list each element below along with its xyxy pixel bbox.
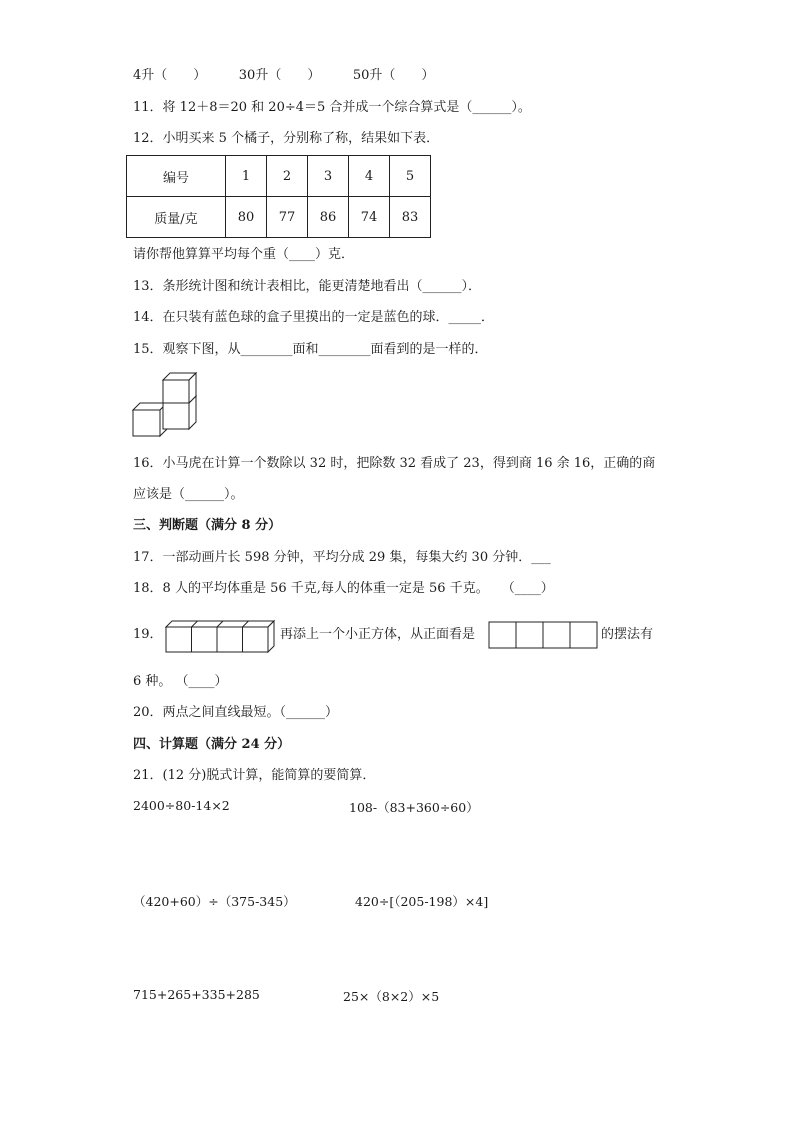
table-header-label: 编号 [127,156,226,197]
question-19-middle: 再添上一个小正方体，从正面看是 [280,627,476,642]
question-12-answer: 请你帮他算算平均每个重（____）克． [133,247,355,262]
table-cell: 77 [267,197,308,238]
question-18: 18．8 人的平均体重是 56 千克,每人的体重一定是 56 千克。 （____） [133,581,554,596]
expression-4: 420÷[（205-198）×4] [355,894,489,909]
four-cubes-row-figure [164,619,278,653]
cube-stack-figure [130,370,202,440]
question-19-line-2: 6 种。 （____） [133,674,228,689]
question-19-end: 的摆法有 [601,627,654,642]
section-3-heading: 三、判断题（满分 8 分） [133,518,282,533]
table-cell: 74 [349,197,390,238]
table-cell: 2 [267,156,308,197]
question-13: 13．条形统计图和统计表相比，能更清楚地看出（______）． [133,279,482,294]
question-19-number: 19． [133,627,163,642]
table-cell: 1 [226,156,267,197]
question-16-line-2: 应该是（______）。 [133,487,244,502]
question-14: 14．在只装有蓝色球的盒子里摸出的一定是蓝色的球．_____． [133,310,495,325]
table-cell: 4 [349,156,390,197]
table-row-label: 质量/克 [127,197,226,238]
answer-line-units: 4升（ ） 30升（ ） 50升（ ） [133,68,435,83]
question-15: 15．观察下图，从________面和________面看到的是一样的． [133,342,488,357]
question-21: 21．(12 分)脱式计算，能简算的要简算． [133,768,376,783]
question-17: 17．一部动画片长 598 分钟，平均分成 29 集，每集大约 30 分钟．___ [133,550,551,565]
expression-2: 108-（83+360÷60） [349,800,479,815]
table-cell: 80 [226,197,267,238]
table-cell: 86 [308,197,349,238]
table-cell: 5 [390,156,431,197]
front-view-squares-figure [488,621,600,649]
table-row [127,197,431,238]
question-11: 11．将 12＋8＝20 和 20÷4＝5 合并成一个综合算式是（______）。 [133,100,531,115]
orange-mass-table [126,155,431,238]
section-4-heading: 四、计算题（满分 24 分） [133,737,291,752]
expression-1: 2400÷80-14×2 [133,798,230,813]
expression-6: 25×（8×2）×5 [343,989,440,1004]
question-12: 12．小明买来 5 个橘子，分别称了称，结果如下表． [133,131,440,146]
table-cell: 3 [308,156,349,197]
expression-5: 715+265+335+285 [133,987,260,1002]
expression-3: （420+60）÷（375-345） [133,894,296,909]
question-20: 20．两点之间直线最短。（______） [133,705,339,720]
table-row [127,156,431,197]
table-cell: 83 [390,197,431,238]
question-16-line-1: 16．小马虎在计算一个数除以 32 时，把除数 32 看成了 23，得到商 16 余 16，正确的商 [133,456,656,471]
